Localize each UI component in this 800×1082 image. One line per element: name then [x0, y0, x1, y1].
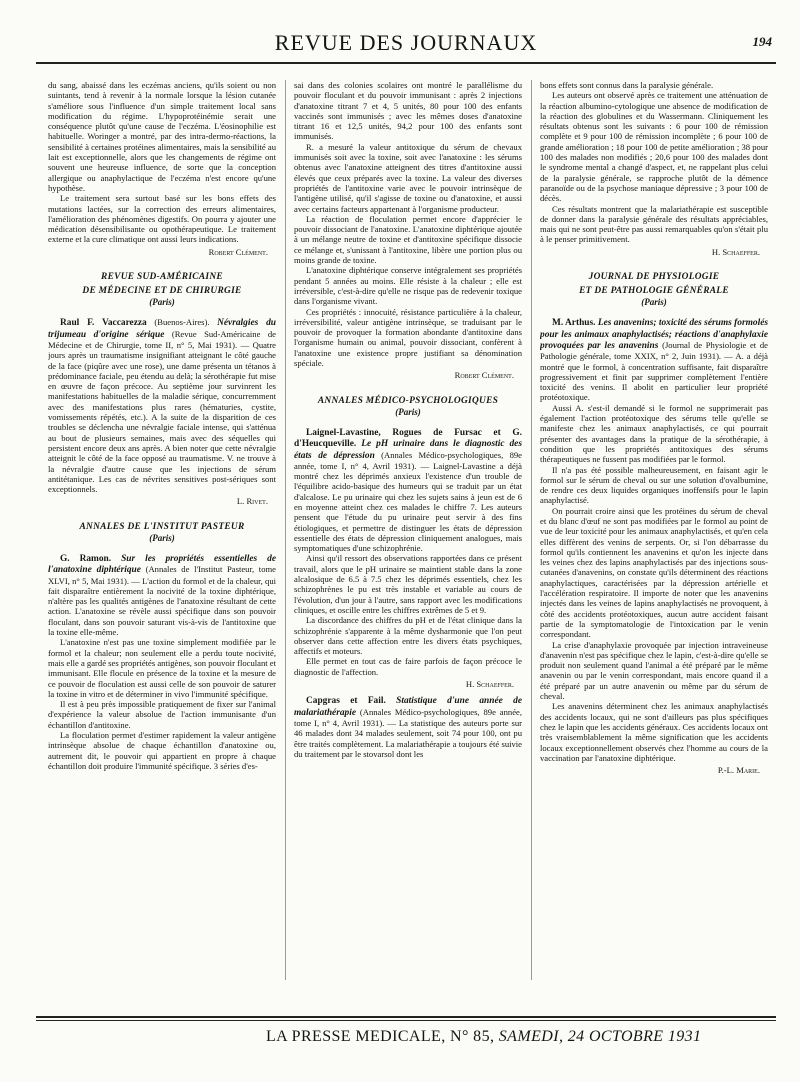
- paragraph: La réaction de floculation permet encore d'apprécier le pouvoir dissociant de l'anatoxine. L'anatoxine diphtérique ajoutée à un mélange neutre de toxine et d'antitoxine spécifique dissocie ce mélange et, s'unissant à l'antitoxine, libère une portion plus ou moins grande de toxine.: [294, 213, 522, 266]
- column-1: [48, 80, 276, 1000]
- paragraph: sai dans des colonies scolaires ont montré le parallélisme du pouvoir floculant et du pouvoir immunisant : après 2 injections d'anatoxine titrant 7 et 4, 5 unités, 80 pour 100 des enfants vaccinés sont immunisés ; avec les mêmes doses d'anatoxine titrant 16 et 12,5 unités, 94,2 pour 100 des enfants sont immunisés.: [294, 80, 522, 142]
- paragraph: La crise d'anaphylaxie provoquée par injection intraveineuse d'anavenin n'est pas spécifique chez le lapin, c'est-à-dire qu'elle se produit non seulement quand l'animal a été préparé par le même anavenin ou par le venin correspondant, mais encore quand il a été préparé par un autre anavenin ou même par du sérum de cheval.: [540, 639, 768, 702]
- paragraph: Ces résultats montrent que la malariathérapie est susceptible de donner dans la paralysie générale des résultats appréciables, mais qui ne sont peut-être pas aussi remarquables qu'on s'était plu à le penser primitivement.: [540, 203, 768, 245]
- paragraph: La floculation permet d'estimer rapidement la valeur antigène intrinsèque absolue de chaque échantillon d'anatoxine ou, autrement dit, le pouvoir qui appartient en propre à chaque échantillon doit produire l'immunité spécifique. 3 séries d'es-: [48, 730, 276, 771]
- page-number: 194: [752, 34, 772, 49]
- article-author: Capgras et Fail.: [306, 696, 386, 707]
- author-signature: Robert Clément.: [454, 370, 514, 381]
- paragraph: Les anavenins déterminent chez les animaux anaphylactisés des accidents locaux, qui ne sont d'ailleurs pas plus spécifiques chez le lapin que les accidents généraux. Ces accidents locaux ont très vraisemblablement la même signification que les accidents locaux exceptionnellement observés chez l'homme au cours de la vaccination par l'anatoxine diphtérique.: [540, 701, 768, 763]
- journal-heading: ANNALES MÉDICO-PSYCHOLOGIQUES: [317, 395, 499, 406]
- page-footer: [36, 1016, 776, 1066]
- column-divider: [285, 80, 286, 980]
- journal-city: (Paris): [641, 297, 667, 308]
- paragraph: R. a mesuré la valeur antitoxique du sérum de chevaux immunisés soit avec la toxine, soit avec l'anatoxine : les sérums obtenus avec l'anatoxine atteignent des titres d'antitoxine aussi élevés que ceux préparés avec la toxine. La valeur des diverses propriétés de l'antitoxine varie avec le pouvoir intrinsèque de l'antigène utilisé, qu'il s'agisse de toxine ou d'anatoxine, et aussi avec certains facteurs appartenant à l'organisme producteur.: [294, 141, 522, 214]
- author-signature: H. Schaeffer.: [465, 679, 514, 690]
- column-2: [294, 80, 522, 1000]
- article-body: Quatre jours après un traumatisme insignifiant atteignant le côté gauche de la face (piqûre avec une rose), une dame présenta un tétanos à prédominance faciale, peu étendu au delà; la sérothérapie fut mise en œuvre de façon précoce. Au septième jour survinrent les manifestations habituelles de la maladie sérique, concurremment avec des manifestations plus rares (hématuries, cystite, vomissements répétés, etc.). A la suite de la disparition de ces troubles se déclencha une névralgie faciale intense, qui s'atténua au bout de plusieurs semaines, mais avec des séquelles qui persistent encore deux ans après. A bien noter que cette névralgie atteignit le côté de la face opposé au traumatisme. V. ne trouve à la névralgie d'autre cause que les injections de sérum antitétanique. Les cas de névrites sensitives post-sériques sont exceptionnels.: [48, 339, 276, 495]
- journal-heading: JOURNAL DE PHYSIOLOGIE: [588, 272, 720, 283]
- footer-rule: [36, 1016, 776, 1021]
- article-title: Le pH urinaire dans le diagnostic des états de dépression: [294, 439, 522, 461]
- paragraph: bons effets sont connus dans la paralysie générale.: [540, 80, 714, 90]
- article-entry: [294, 427, 522, 554]
- paragraph: Ces propriétés : innocuité, résistance particulière à la chaleur, irréversibilité, valeur antigène intrinsèque, se traduisant par le pouvoir de provoquer la formation abondante d'antitoxine dans l'organisme humain ou animal, pouvoir dissociant, confèrent à l'anatoxine une existence propre justifiant sa dénomination spéciale.: [294, 306, 522, 369]
- article-title: Sur les propriétés essentielles de l'anatoxine diphtérique: [48, 553, 276, 576]
- author-signature: H. Schaeffer.: [711, 246, 760, 257]
- paragraph: L'anatoxine diphtérique conserve intégralement ses propriétés pendant 5 années au moins. Elle résiste à la chaleur ; elle est irréversible, c'est-à-dire qu'elle ne risque pas de redevenir toxique dans l'organisme vivant.: [294, 265, 522, 307]
- article-reference: (Revue Sud-Américaine de Médecine et de Chirurgie, tome II, n° 5, Mai 1931). —: [48, 328, 276, 350]
- article-columns: [48, 80, 768, 1000]
- article-author: G. Ramon.: [60, 553, 112, 564]
- journal-heading: ET DE PATHOLOGIE GÉNÉRALE: [579, 286, 729, 297]
- journal-heading: REVUE SUD-AMÉRICAINE: [101, 272, 223, 283]
- journal-heading: ANNALES DE L'INSTITUT PASTEUR: [79, 521, 245, 532]
- journal-heading: DE MÉDECINE ET DE CHIRURGIE: [82, 286, 242, 297]
- paragraph: Il est à peu près impossible pratiquement de fixer sur l'animal d'expérience la valeur absolue de l'action immunisante d'un échantillon d'antitoxine.: [48, 699, 276, 730]
- article-title: Les anavenins; toxicité des sérums formolés pour les animaux anaphylactisés; réactions d'anaphylaxie provoquées par les anavenins: [540, 318, 768, 351]
- article-body: Laignel-Lavastine a déjà montré chez les déprimés anxieux l'existence d'un trouble de l'équilibre acido-basique des humeurs qui se traduit par un état d'alcalose. Le pu urinaire qui chez les sujets sains à jeun est de 6 en moyenne atteint chez ces malades le chiffre 7. Les auteurs pensent que l'étude du pu urinaire peut servir à des fins étiologiques, et permettre de distinguer les états de dépression essentielle des états de dépression cliniquement analogues, mais symptomatiques d'une schizophrénie.: [294, 460, 522, 554]
- footer-journal: LA PRESSE MEDICALE, N° 85,: [266, 1028, 499, 1045]
- paragraph: Les auteurs ont observé après ce traitement une atténuation de la réaction albumino-cytologique une absence de modification de la réaction des globulines et du Wassermann. Cliniquement les résultats obtenus sont les suivants : 6 pour 100 de rémission complète et 9 pour 100 de rémission incomplète ; 6 pour 100 de grande amélioration ; 18 pour 100 de petite amélioration ; 38 pour 100 des malades non modifiés ; 20,6 pour 100 des malades dont le syndrome mental a changé d'aspect, et, ne rappelant plus celui de la paralysie générale, se rapproche plutôt de la démence paranoïde ou de la psychose maniaque dépressive ; 3 pour 100 de décès.: [540, 90, 768, 204]
- page-title: REVUE DES JOURNAUX: [274, 30, 538, 55]
- journal-city: (Paris): [149, 532, 175, 543]
- article-body: L'action du formol et de la chaleur, qui fait disparaître entièrement la nocivité de la toxine diphtérique, n'altère pas les qualités antigènes de l'anatoxine résultant de cette action. L'anatoxine se révèle aussi spécifique dans son pouvoir floculant, dans son pouvoir saturant vis-à-vis de l'antitoxine que la toxine elle-même.: [48, 575, 276, 638]
- article-body: La statistique des auteurs porte sur 46 malades dont 34 malades seulement, soit 74 pour 100, ont pu être traités complètement. La malariathérapie a toujours été suivie du traitement par le stovarsol dont les: [294, 717, 522, 759]
- article-author: Raul F. Vaccarezza: [60, 318, 147, 329]
- article-author: Laignel-Lavastine, Rogues de Fursac et G. d'Heucqueville.: [294, 427, 522, 450]
- paragraph: Le traitement sera surtout basé sur les bons effets des mutations lactées, sur la correction des erreurs alimentaires, l'amélioration des phénomènes digestifs. On pourra y ajouter une médication désensibilisante ou opothérapeutique. Le traitement externe et la cure climatique ont aussi leurs indications.: [48, 193, 276, 245]
- article-reference: (Journal de Physiologie et de Pathologie générale, tome XXIX, n° 2, Juin 1931). —: [540, 339, 768, 362]
- paragraph: La discordance des chiffres du pH et de l'état clinique dans la schizophrénie s'apparente à la même dysharmonie que l'on peut observer dans cette affection entre les divers états psychiques, affectifs et moteurs.: [294, 615, 522, 657]
- paragraph: Aussi A. s'est-il demandé si le formol ne supprimerait pas également l'action protéotoxique des sérums telle qu'elle se manifeste chez les animaux anaphylactisés, ce qui pourrait présenter des avantages dans la pratique de la sérothérapie, à condition que les propriétés antitoxiques des sérums thérapeutiques ne fussent pas modifiées par le formol.: [540, 402, 768, 465]
- footer-publication: [266, 1028, 701, 1046]
- article-entry: [294, 695, 522, 759]
- article-reference: (Annales de l'Institut Pasteur, tome XLVI, n° 5, Mai 1931). —: [48, 564, 276, 586]
- page-header: [36, 28, 776, 64]
- article-entry: [48, 553, 276, 637]
- journal-city: (Paris): [149, 297, 175, 308]
- author-signature: L. Rivet.: [236, 496, 268, 507]
- column-3: [540, 80, 768, 1000]
- paragraph: du sang, abaissé dans les eczémas anciens, qu'ils soient ou non suintants, tend à revenir à la normale lorsque la lésion cutanée s'améliore sous l'influence d'un simple traitement local sans modification du régime. L'hypoprotéinémie serait une conséquence plutôt qu'une cause de l'eczéma. L'éosinophilie est habituelle. Woringer a montré, par des intra-dermo-réactions, la sensibilité à certaines protéines alimentaires, mais la sensibilité au lait est exceptionnelle, alors que les changements de régime ont souvent une heureuse influence, de sorte que la conception allergique ou anaphylactique de l'eczéma n'est encore qu'une hypothèse.: [48, 80, 276, 193]
- article-reference: (Annales Médico-psychologiques, 89e année, tome I, n° 4, Avril 1931). —: [294, 706, 522, 728]
- article-title: Névralgies du trijumeau d'origine sérique: [48, 318, 276, 340]
- column-divider: [531, 80, 532, 980]
- footer-date: 24 OCTOBRE 1931: [563, 1028, 702, 1045]
- article-city: (Buenos-Aires).: [146, 317, 218, 328]
- article-title: Statistique d'une année de malariathérapie: [294, 696, 522, 718]
- paragraph: Elle permet en tout cas de faire parfois de façon précoce le diagnostic de l'affection.: [294, 656, 522, 677]
- paragraph: Ainsi qu'il ressort des observations rapportées dans ce présent travail, alors que le pH urinaire se maintient stable dans la zone alcalosique de 6.5 à 7.5 chez les déprimés essentiels, chez les schizophrènes le pu est très instable et variable au cours de l'évolution, d'un jour à l'autre, sans rapport avec les modifications cliniques, et oscille entre les chiffres extrêmes de 5 et 9.: [294, 553, 522, 615]
- footer-day: SAMEDI,: [498, 1028, 564, 1045]
- article-reference: (Annales Médico-psychologiques, 89e année, tome I, n° 4, Avril 1931). —: [294, 449, 522, 471]
- paragraph: Il n'a pas été possible malheureusement, en faisant agir le formol sur le sérum de cheval ou sur une solution d'ovalbumine, de rendre ces deux liquides organiques inoffensifs pour le lapin anaphylactisé.: [540, 464, 768, 506]
- paragraph: L'anatoxine n'est pas une toxine simplement modifiée par le formol et la chaleur; non seulement elle a perdu toute nocivité, mais elle a gardé ses propriétés antigènes, son pouvoir floculant et immunisant. Elle flocule en présence de la toxine et la mesure de ce pouvoir de floculation est aussi celle de son pouvoir de saturer la toxine in vitro et de déterminer in vivo l'immunité spécifique.: [48, 637, 276, 699]
- article-body: A. a déjà montré que le formol, à concentration suffisante, fait disparaître progressivement et finit par supprimer complètement l'entière toxicité des venins. Il abolit en particulier leur propriété protéotoxique.: [540, 351, 768, 403]
- article-author: M. Arthus.: [552, 318, 596, 329]
- journal-city: (Paris): [395, 406, 421, 417]
- article-entry: [48, 317, 276, 494]
- author-signature: P.-L. Marie.: [717, 765, 760, 776]
- paragraph: On pourrait croire ainsi que les protéines du sérum de cheval et du blanc d'œuf ne sont pas modifiées par le formol au point de vue de leur toxicité pour les animaux anaphylactisés, et qu'en cela elles diffèrent des venins de serpents. Or, si l'on débarrasse du formol qu'ils contiennent les anavenins et qu'on les injecte dans les veines chez des lapins anaphylactisés par des injections sous-cutanées d'anavenins, on constate qu'ils déterminent des réactions anaphylactiques, caractérisées par la dépression artérielle et l'accélération respiratoire. Il importe de noter que les anavenins injectés dans les veines de lapins anaphylactisés ne provoquent, à côté des accidents protéotoxiques, aucun autre accident faisant partie de la symptomatologie de l'intoxication par le venin correspondant.: [540, 505, 768, 640]
- author-signature: Robert Clément.: [208, 246, 268, 257]
- article-entry: [540, 317, 768, 402]
